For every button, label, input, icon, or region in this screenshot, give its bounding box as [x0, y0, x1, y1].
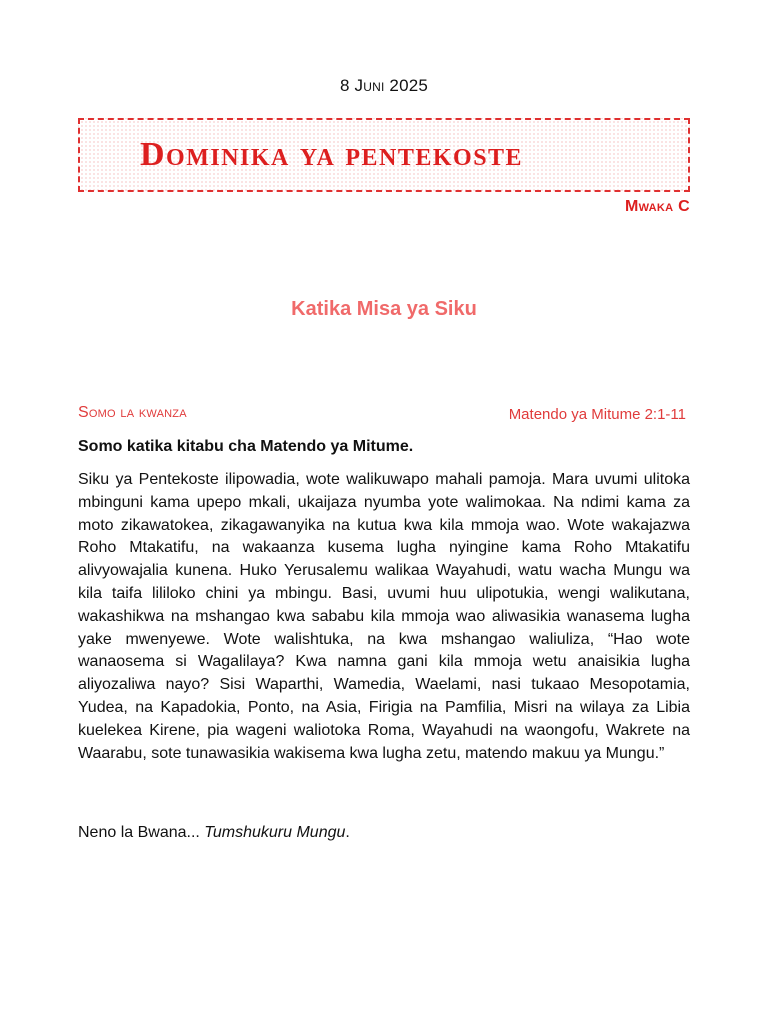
reading-closing — [78, 824, 350, 842]
reading-label: Somo la kwanza — [78, 404, 187, 421]
closing-suffix: . — [345, 824, 350, 841]
mass-title: Katika Misa ya Siku — [291, 298, 477, 320]
closing-prefix: Neno la Bwana... — [78, 824, 205, 841]
reading-intro: Somo katika kitabu cha Matendo ya Mitume. — [78, 438, 414, 455]
page-title: Dominika ya pentekoste — [140, 136, 524, 173]
reading-reference: Matendo ya Mitume 2:1-11 — [508, 406, 686, 423]
closing-response: Tumshukuru Mungu — [204, 824, 346, 841]
reading-body: Siku ya Pentekoste ilipowadia, wote walikuwapo mahali pamoja. Mara uvumi ulitoka mbinguni kama upepo mkali, ukaijaza nyumba yote walimokaa. Na ndimi kama za moto zikawatokea, zikagawanyika na kutua kwa kila mmoja wao. Wote wakajazwa Roho Mtakatifu, na wakaanza kusema lugha nyingine kama Roho Mtakatifu alivyowajalia kunena. Huko Yerusalemu walikaa Wayahudi, watu wacha Mungu wa kila taifa lililoko chini ya mbingu. Basi, uvumi huu ulipotukia, wengi walikutana, wakashikwa na mshangao kwa sababu kila mmoja wao aliwasikia wanasema lugha yake mwenyewe. Wote walishtuka, na kwa mshangao waliuliza, “Hao wote wanaosema si Wagalilaya? Kwa namna gani kila mmoja wetu anaisikia lugha aliyozaliwa nayo? Sisi Waparthi, Wamedia, Waelami, nasi tukaao Mesopotamia, Yudea, na Kapadokia, Ponto, na Asia, Firigia na Pamfilia, Misri na wilaya za Libia kuelekea Kirene, pia wageni waliotoka Roma, Wayahudi na waongofu, Wakrete na Waarabu, sote tunawasikia wakisema kwa lugha zetu, matendo makuu ya Mungu.” — [78, 471, 690, 762]
date: 8 Juni 2025 — [339, 76, 429, 95]
liturgical-year: Mwaka C — [624, 198, 690, 215]
